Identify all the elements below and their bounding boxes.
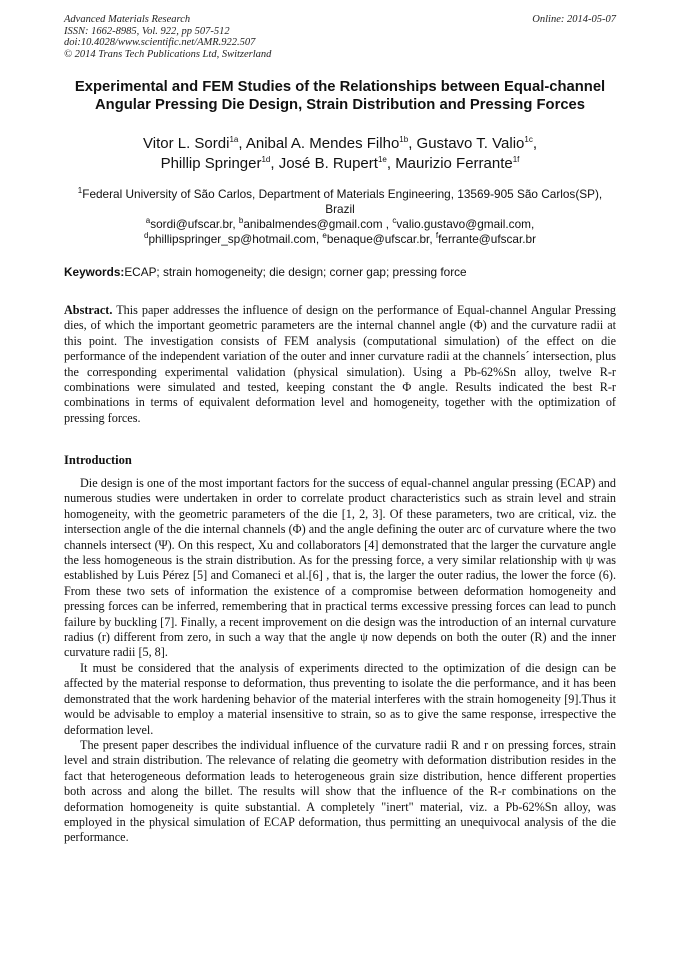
issn-line: ISSN: 1662-8985, Vol. 922, pp 507-512 — [64, 25, 230, 37]
email-entry — [436, 232, 536, 246]
section-heading-introduction: Introduction — [64, 453, 132, 467]
email-sup: e — [322, 231, 327, 241]
abstract — [64, 303, 616, 426]
author-sup: 1f — [512, 154, 520, 164]
paragraph: It must be considered that the analysis of experiments directed to the optimization of die design can be affected by the material response to deformation, thus preventing to isolate the die performance, and it has been demonstrated that the work hardening behavior of the material interferes with the strain homogeneity [9].Thus it would be advisable to employ a material insensitive to strain, so as to give the same response, irrespective the deformation level. — [64, 660, 616, 737]
paper-title: Experimental and FEM Studies of the Relationships between Equal-channel Angular Pressing Die Design, Strain Distribution and Pressing Forces — [74, 79, 606, 113]
doi-line: doi:10.4028/www.scientific.net/AMR.922.507 — [64, 37, 256, 48]
online-date: Online: 2014-05-07 — [532, 14, 616, 25]
author — [279, 155, 395, 172]
keywords — [64, 265, 616, 280]
author-name: Anibal A. Mendes Filho — [245, 135, 400, 152]
author — [395, 155, 519, 172]
email-entry — [144, 232, 322, 246]
author-name: Gustavo T. Valio — [416, 135, 525, 152]
copyright-line: © 2014 Trans Tech Publications Ltd, Switzerland — [64, 48, 272, 60]
abstract-text: This paper addresses the influence of design on the performance of Equal-channel Angular Pressing dies, of which the important geometric parameters are the internal channel angle (Φ) and the curvature radii at this point. The investigation consists of FEM analysis (computational simulation) of the effect on die performance of the independent variation of the outer and inner curvature radii at the channels´ intersection, plus the corresponding experimental validation (physical simulation). Using a Pb-62%Sn alloy, twelve R-r combinations were simulated and tested, keeping constant the Φ angle. Results indicated the best R-r combinations in terms of equivalent deformation level and homogeneity, together with the optimization of pressing forces. — [64, 303, 617, 425]
email-separator: , — [315, 232, 323, 246]
author-name: Maurizio Ferrante — [395, 154, 513, 172]
keywords-label: Keywords: — [64, 265, 125, 279]
author-separator: , — [408, 135, 417, 152]
journal-name: Advanced Materials Research — [64, 14, 191, 25]
email-link[interactable]: phillipspringer_sp@hotmail.com — [148, 232, 316, 246]
affiliation-sup: 1 — [77, 186, 83, 196]
email-entry — [146, 217, 239, 231]
author-sup: 1a — [229, 135, 239, 144]
author-sup: 1d — [261, 154, 271, 164]
author — [161, 155, 279, 172]
author-separator: , — [532, 135, 537, 152]
author-sup: 1c — [524, 135, 533, 144]
email-separator: , — [232, 217, 239, 231]
author — [143, 135, 246, 152]
email-sup: a — [145, 216, 151, 226]
email-entry — [239, 217, 392, 231]
email-link[interactable]: benaque@ufscar.br — [326, 232, 430, 246]
abstract-label: Abstract. — [64, 303, 113, 317]
email-entry — [322, 231, 439, 246]
author-name: Vitor L. Sordi — [143, 135, 230, 152]
keywords-text: ECAP; strain homogeneity; die design; corner gap; pressing force — [124, 265, 467, 279]
introduction-body — [64, 476, 616, 846]
author-list — [64, 134, 616, 173]
author-sup: 1b — [399, 135, 409, 144]
author-name: Phillip Springer — [160, 154, 262, 172]
paragraph: Die design is one of the most important factors for the success of equal-channel angular pressing (ECAP) and numerous studies were undertaken in order to correlate product characteristics such as strain level and strain homogeneity, with the geometric parameters of the die [1, 2, 3]. Of these parameters, two are critical, viz. the intersection angle of the die internal channels (Φ) and the angle defining the outer arc of curvature where the two channels intersect (Ψ). On this respect, Xu and collaborators [4] demonstrated that the larger the curvature angle the less homogeneous is the strain distribution. As for the pressing force, a very similar relationship with ψ was established by Luis Pérez [5] and Comaneci et al.[6] , that is, the larger the outer radius, the lower the force (6). From these two sets of information the existence of a compromise between deformation homogeneity and pressing forces can be inferred, remembering that in practical terms excessive pressing forces can lead to punch failure by buckling [7]. Finally, a recent improvement on die design was the introduction of an internal curvature radius (r) different from zero, in such a way that the angle ψ now depends on both the outer (R) and the inner curvature radii [5, 8]. — [64, 476, 616, 660]
email-sup: b — [238, 216, 244, 226]
email-sup: f — [435, 231, 439, 241]
email-link[interactable]: sordi@ufscar.br — [150, 217, 233, 231]
author — [417, 135, 537, 152]
email-separator: , — [429, 232, 436, 246]
author — [246, 135, 417, 152]
email-separator: , — [530, 217, 535, 231]
affiliation-text: Federal University of São Carlos, Department of Materials Engineering, 13569-905 São Carlos(SP), Brazil — [82, 187, 603, 216]
email-sup: c — [392, 216, 397, 226]
author-separator: , — [270, 154, 279, 172]
email-list — [64, 217, 616, 247]
email-link[interactable]: ferrante@ufscar.br — [438, 232, 536, 246]
paragraph: The present paper describes the individual influence of the curvature radii R and r on pressing forces, strain level and strain distribution. The relevance of relating die geometry with deformation distribution resides in the fact that heterogeneous deformation leads to heterogeneous grain size distribution, hence different properties both across and along the billet. The results will show that the influence of the R-r combinations on the deformation homogeneity is quite substantial. A completely "inert" material, viz. a Pb-62%Sn alloy, was employed in the physical simulation of ECAP deformation, thus permitting an unequivocal analysis of the die performance. — [64, 737, 616, 845]
email-sup: d — [143, 231, 149, 241]
email-separator: , — [382, 217, 393, 231]
affiliation — [64, 187, 616, 217]
email-link[interactable]: anibalmendes@gmail.com — [243, 217, 383, 231]
author-separator: , — [238, 135, 246, 152]
email-link[interactable]: valio.gustavo@gmail.com — [396, 217, 531, 231]
author-name: José B. Rupert — [278, 154, 378, 172]
email-entry — [392, 217, 534, 231]
author-separator: , — [386, 154, 396, 172]
author-sup: 1e — [377, 154, 387, 164]
